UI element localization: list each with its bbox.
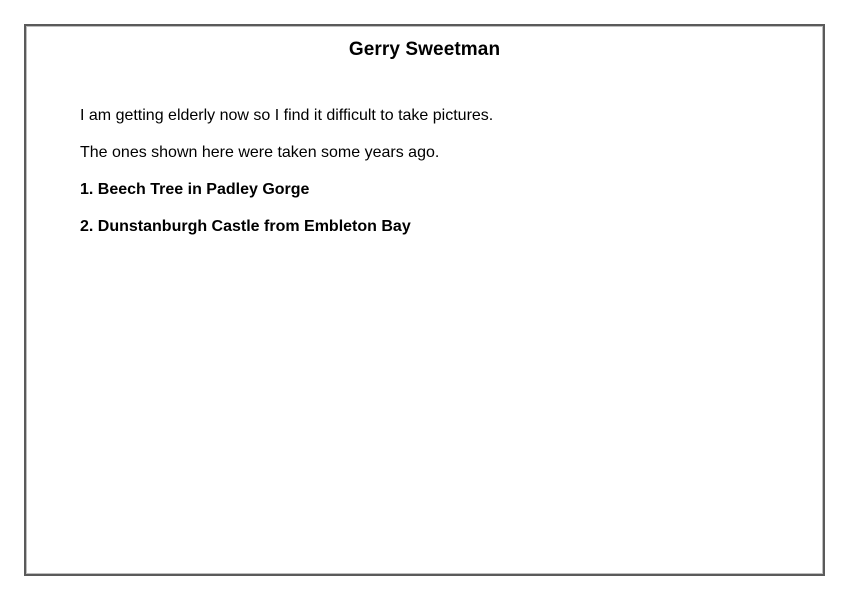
intro-paragraph-1: I am getting elderly now so I find it difficult to take pictures. — [80, 107, 494, 124]
list-item-1: 1. Beech Tree in Padley Gorge — [80, 181, 310, 198]
list-item-2: 2. Dunstanburgh Castle from Embleton Bay — [80, 218, 411, 235]
page-border-frame — [24, 24, 825, 576]
page-title: Gerry Sweetman — [348, 39, 501, 60]
intro-paragraph-2: The ones shown here were taken some years ago. — [80, 144, 440, 161]
